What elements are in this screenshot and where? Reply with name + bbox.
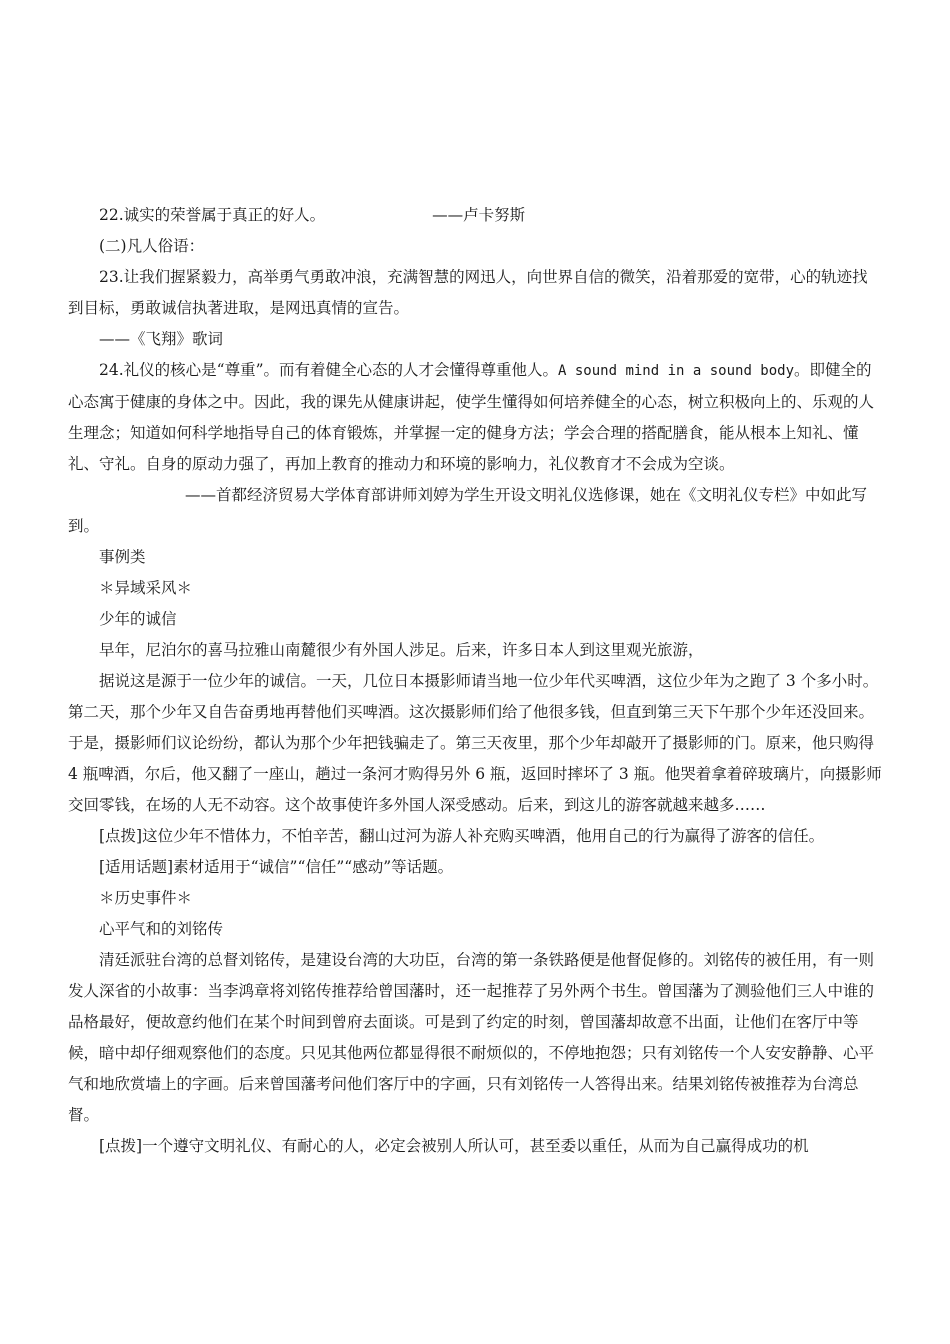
story-1-paragraph-1: 早年，尼泊尔的喜马拉雅山南麓很少有外国人涉足。后来，许多日本人到这里观光旅游，	[99, 641, 704, 659]
quote-22	[68, 200, 883, 231]
story-2-paragraph-1: 清廷派驻台湾的总督刘铭传，是建设台湾的大功臣，台湾的第一条铁路便是他督促修的。刘铭传的被任用，有一则发人深省的小故事：当李鸿章将刘铭传推荐给曾国藩时，还一起推荐了另外两个书生。曾国藩为了测验他们三人中谁的品格最好，便故意约他们在某个时间到曾府去面谈。可是到了约定的时刻，曾国藩却故意不出面，让他们在客厅中等候，暗中却仔细观察他们的态度。只见其他两位都显得很不耐烦似的，不停地抱怨；只有刘铭传一个人安安静静、心平气和地欣赏墙上的字画。后来曾国藩考问他们客厅中的字画，只有刘铭传一人答得出来。结果刘铭传被推荐为台湾总督。	[68, 951, 875, 1124]
story-1-topics: [适用话题]素材适用于“诚信”“信任”“感动”等话题。	[99, 858, 454, 876]
story-1-comment: [点拨]这位少年不惜体力，不怕辛苦，翻山过河为游人补充购买啤酒，他用自己的行为赢得了游客的信任。	[99, 827, 825, 845]
quote-24-text-before: 24.礼仪的核心是“尊重”。而有着健全心态的人才会懂得尊重他人。	[99, 361, 559, 379]
quote-24-latin-phrase: A sound mind in a sound body	[558, 363, 795, 379]
story-2-category: ＊历史事件＊	[99, 889, 193, 907]
story-2-title: 心平气和的刘铭传	[99, 920, 224, 938]
quote-22-text: 22.诚实的荣誉属于真正的好人。	[99, 206, 326, 224]
quote-24-source: ——首都经济贸易大学体育部讲师刘婷为学生开设文明礼仪选修课，她在《文明礼仪专栏》中如此写到。	[68, 486, 868, 535]
quote-24-text	[68, 355, 883, 480]
quote-24-text-after: 。即健全的心态寓于健康的身体之中。因此，我的课先从健康讲起，使学生懂得如何培养健全的心态，树立积极向上的、乐观的人生理念；知道如何科学地指导自己的体育锻炼，并掌握一定的健身方法；学会合理的搭配膳食，能从根本上知礼、懂礼、守礼。自身的原动力强了，再加上教育的推动力和环境的影响力，礼仪教育才不会成为空谈。	[68, 361, 875, 473]
section-heading-folk-sayings: (二)凡人俗语：	[99, 237, 205, 255]
quote-23-source: ——《飞翔》歌词	[99, 330, 224, 348]
story-1-paragraph-2: 据说这是源于一位少年的诚信。一天，几位日本摄影师请当地一位少年代买啤酒，这位少年为之跑了 3 个多小时。第二天，那个少年又自告奋勇地再替他们买啤酒。这次摄影师们给了他很多钱，但直到第三天下午那个少年还没回来。于是，摄影师们议论纷纷，都认为那个少年把钱骗走了。第三天夜里，那个少年却敲开了摄影师的门。原来，他只购得 4 瓶啤酒，尔后，他又翻了一座山，趟过一条河才购得另外 6 瓶，返回时摔坏了 3 瓶。他哭着拿着碎玻璃片，向摄影师交回零钱，在场的人无不动容。这个故事使许多外国人深受感动。后来，到这儿的游客就越来越多……	[68, 672, 882, 814]
quote-22-source: ——卢卡努斯	[432, 206, 526, 224]
document-page	[68, 200, 883, 1162]
story-1-category: ＊异域采风＊	[99, 579, 193, 597]
story-1-title: 少年的诚信	[99, 610, 177, 628]
examples-heading: 事例类	[99, 548, 146, 566]
quote-23-text: 23.让我们握紧毅力，高举勇气勇敢冲浪，充满智慧的网迅人，向世界自信的微笑，沿着那爱的宽带，心的轨迹找到目标，勇敢诚信执著进取，是网迅真情的宣告。	[68, 268, 868, 317]
story-2-comment: [点拨]一个遵守文明礼仪、有耐心的人，必定会被别人所认可，甚至委以重任，从而为自己赢得成功的机	[99, 1137, 809, 1155]
